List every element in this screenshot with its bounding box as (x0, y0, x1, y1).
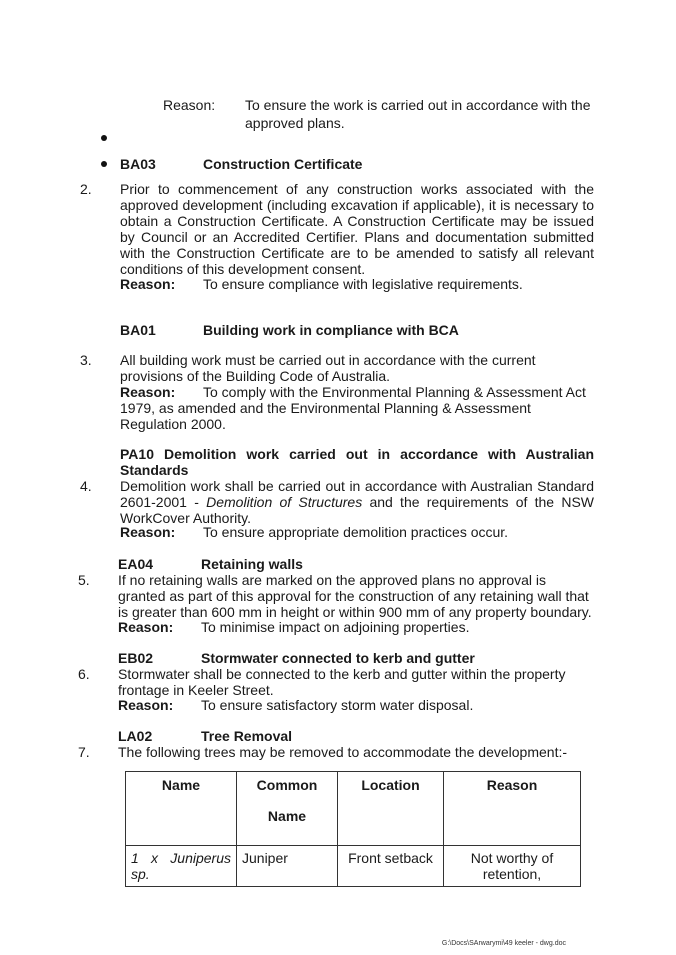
pa10-number: 4. (80, 478, 92, 494)
header-location: Location (338, 772, 444, 846)
header-common-line1: Common (256, 777, 318, 793)
la02-code: LA02 (118, 728, 153, 744)
cell-location: Front setback (338, 846, 444, 887)
ba03-number: 2. (80, 181, 92, 197)
pa10-body-italic: Demolition of Structures (206, 494, 363, 510)
top-reason-label: Reason: (163, 97, 216, 113)
ba03-reason: To ensure compliance with legislative requirements. (203, 276, 523, 292)
ba01-reason-line1: To comply with the Environmental Planning & Assessment Act (203, 384, 586, 400)
bullet-ba03 (101, 161, 107, 167)
eb02-number: 6. (78, 666, 90, 682)
cell-name: 1 x Juniperus sp. (126, 846, 237, 887)
ba03-title: Construction Certificate (203, 156, 363, 172)
ea04-body: If no retaining walls are marked on the approved plans no approval is granted as part of this approval for the construction of any retaining wall that is greater than 600 mm in height or within 900 mm of any property boundary. (118, 572, 592, 620)
eb02-code: EB02 (118, 650, 154, 666)
header-common-line2: Name (267, 808, 307, 824)
ea04-title: Retaining walls (201, 556, 303, 572)
ea04-reason: To minimise impact on adjoining properties. (201, 619, 470, 635)
pa10-reason-label: Reason: (120, 524, 176, 540)
header-common-name (237, 772, 338, 846)
pa10-heading: PA10 Demolition work carried out in accordance with Australian Standards (120, 446, 594, 478)
la02-number: 7. (78, 744, 90, 760)
bullet-empty (101, 135, 107, 141)
ba03-reason-label: Reason: (120, 276, 176, 292)
ea04-code: EA04 (118, 556, 154, 572)
pa10-reason: To ensure appropriate demolition practices occur. (203, 524, 509, 540)
table-header-row (126, 772, 581, 846)
ba01-body: All building work must be carried out in accordance with the current provisions of the Building Code of Australia. (120, 352, 536, 384)
ea04-reason-label: Reason: (118, 619, 174, 635)
cell-common: Juniper (237, 846, 338, 887)
pa10-body-post: and the requirements of the NSW WorkCover Authority. (120, 494, 594, 526)
eb02-reason-label: Reason: (118, 697, 174, 713)
ea04-number: 5. (78, 572, 90, 588)
la02-title: Tree Removal (201, 728, 293, 744)
pa10-body (120, 478, 594, 526)
cell-reason: Not worthy of retention, (444, 846, 581, 887)
ba03-code: BA03 (120, 156, 156, 172)
table-row (126, 846, 581, 887)
ba01-reason-label: Reason: (120, 384, 176, 400)
ba01-title: Building work in compliance with BCA (203, 322, 459, 338)
pa10-body-pre: Demolition work shall be carried out in accordance with Australian Standard 2601-2001 - (120, 478, 594, 510)
trees-table (125, 771, 581, 887)
header-name: Name (126, 772, 237, 846)
top-reason-line1: To ensure the work is carried out in accordance with the (245, 97, 591, 113)
ba03-body: Prior to commencement of any construction works associated with the approved development (including excavation if applicable), it is necessary to obtain a Construction Certificate. A Construction Certificate may be issued by Council or an Accredited Certifier. Plans and documentation submitted with the Construction Certificate are to be amended to satisfy all relevant conditions of this development consent. (120, 181, 594, 277)
top-reason-text (245, 97, 595, 131)
ba01-reason-rest: 1979, as amended and the Environmental Planning & Assessment Regulation 2000. (120, 400, 531, 432)
ba01-number: 3. (80, 352, 92, 368)
la02-body: The following trees may be removed to accommodate the development:- (118, 744, 568, 760)
eb02-title: Stormwater connected to kerb and gutter (201, 650, 475, 666)
ba01-code: BA01 (120, 322, 156, 338)
eb02-reason: To ensure satisfactory storm water disposal. (201, 697, 474, 713)
eb02-body: Stormwater shall be connected to the kerb and gutter within the property frontage in Keeler Street. (118, 666, 566, 698)
header-reason: Reason (444, 772, 581, 846)
top-reason-line2: approved plans. (245, 115, 345, 131)
footer-path: G:\Docs\SArwarymi\49 keeler - dwg.doc (441, 940, 566, 947)
